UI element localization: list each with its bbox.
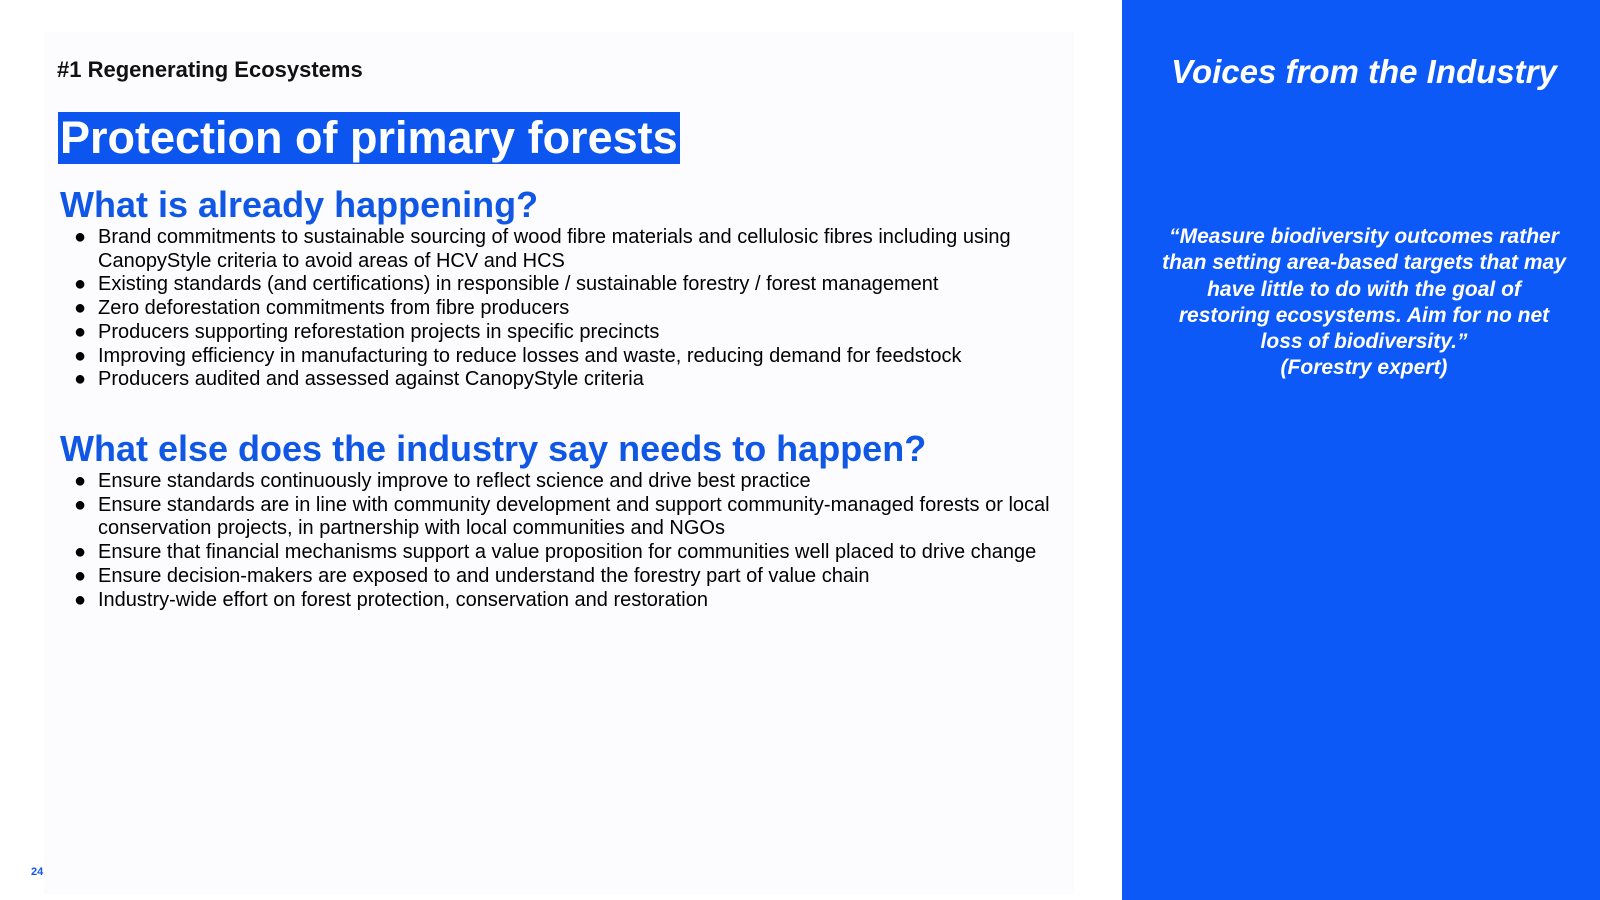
needs-to-happen-heading: What else does the industry say needs to happen? [60, 428, 927, 469]
bullet-icon: ● [74, 344, 87, 367]
list-item-text: Industry-wide effort on forest protection, conservation and restoration [98, 588, 708, 611]
already-happening-list [60, 226, 1070, 392]
bullet-icon: ● [74, 588, 87, 611]
list-item [60, 565, 1070, 589]
list-item-text: Existing standards (and certifications) in responsible / sustainable forestry / forest management [98, 273, 939, 296]
list-item-text: Brand commitments to sustainable sourcing of wood fibre materials and cellulosic fibres including using CanopyStyle criteria to avoid areas of HCV and HCS [98, 226, 1011, 272]
bullet-icon: ● [74, 564, 87, 587]
voices-panel [1122, 0, 1600, 900]
page-number: 24 [31, 866, 44, 878]
industry-quote [1162, 224, 1566, 382]
list-item-text: Producers supporting reforestation projects in specific precincts [98, 320, 660, 343]
list-item-text: Ensure standards continuously improve to reflect science and drive best practice [98, 470, 811, 492]
bullet-icon: ● [74, 226, 87, 248]
list-item-text: Ensure decision-makers are exposed to and understand the forestry part of value chain [98, 564, 870, 587]
list-item [60, 494, 1070, 541]
list-item [60, 345, 1070, 369]
list-item-text: Improving efficiency in manufacturing to reduce losses and waste, reducing demand for feedstock [98, 344, 962, 367]
already-happening-heading: What is already happening? [60, 184, 539, 225]
bullet-icon: ● [74, 493, 87, 516]
bullet-icon: ● [74, 470, 87, 492]
list-item-text: Ensure standards are in line with community development and support community-managed forests or local conservation projects, in partnership with local communities and NGOs [98, 493, 1050, 540]
list-item [60, 589, 1070, 613]
bullet-icon: ● [74, 320, 87, 343]
list-item [60, 368, 1070, 392]
quote-attribution: (Forestry expert) [1280, 356, 1448, 380]
list-item [60, 470, 1070, 494]
bullet-icon: ● [74, 368, 87, 391]
list-item [60, 541, 1070, 565]
needs-to-happen-section [60, 428, 1070, 612]
section-label: #1 Regenerating Ecosystems [57, 57, 363, 82]
already-happening-section [60, 184, 1070, 392]
list-item-text: Producers audited and assessed against CanopyStyle criteria [98, 368, 644, 391]
needs-to-happen-list [60, 470, 1070, 612]
page-title: Protection of primary forests [60, 112, 678, 163]
list-item [60, 226, 1070, 273]
voices-title: Voices from the Industry [1171, 53, 1557, 90]
list-item-text: Zero deforestation commitments from fibre producers [98, 297, 570, 320]
bullet-icon: ● [74, 297, 87, 320]
list-item-text: Ensure that financial mechanisms support a value proposition for communities well placed to drive change [98, 541, 1037, 564]
list-item [60, 321, 1070, 345]
quote-text: “Measure biodiversity outcomes rather than setting area-based targets that may have little to do with the goal of restoring ecosystems. Aim for no net loss of biodiversity.” [1162, 225, 1566, 354]
bullet-icon: ● [74, 541, 87, 564]
list-item [60, 297, 1070, 321]
list-item [60, 273, 1070, 297]
bullet-icon: ● [74, 273, 87, 296]
